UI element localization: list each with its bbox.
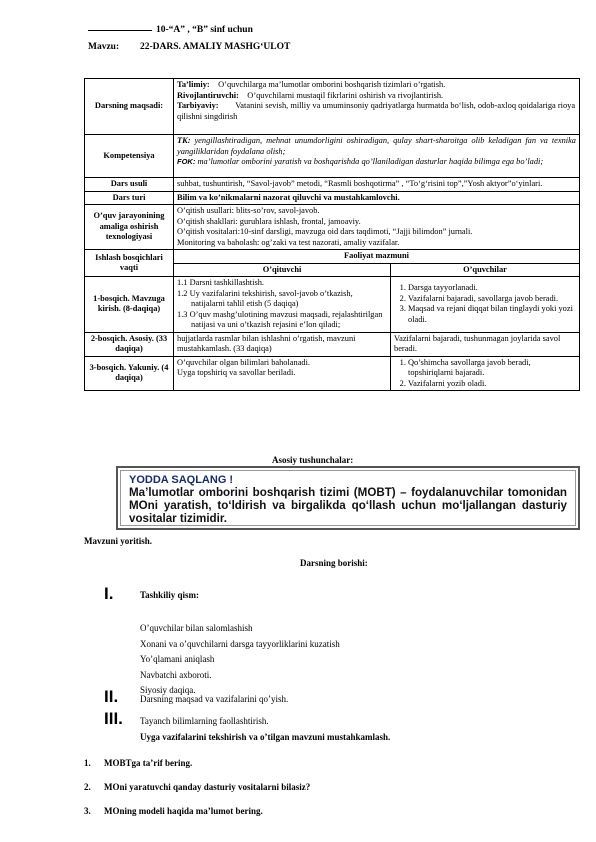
banner-text: Ma’lumotlar omborini boshqarish tizimi (MOBT) – foydalanuvchilar tomonidan MOni yaratish, to‘ldirish va birgalikda qo‘llash uchun mo‘ljallangan dasturiy vositalar tizimidir. [129,486,567,525]
question-num: 2. [84,782,91,792]
section1-title: Tashkiliy qism: [140,590,199,600]
question-text: MOni yaratuvchi qanday dasturiy vositalarni bilasiz? [104,782,311,792]
table-row [85,332,580,356]
maqsad-head: Rivojlantiruvchi: [177,90,239,100]
stage1-label: 1-bosqich. Mavzuga kirish. (8-daqiqa) [85,277,174,333]
section1-num: I. [104,584,114,603]
jarayon-line: O’qitish vositalari:10-sinf darsligi, mavzuga oid dars taqdimoti, “Jajji bilimdon” jurnali. [177,227,473,236]
kompetensiya-cell [174,135,580,178]
jarayon-line: Monitoring va baholash: og’zaki va test nazorati, amaliy vazifalar. [177,237,400,247]
mavzuni-heading: Mavzuni yoritish. [84,536,153,546]
topic-line [88,42,290,52]
stage3-student-item: 1. Qo’shimcha savollarga javob beradi, topshiriqlarni bajaradi. [408,358,576,379]
jarayon-line: O’qitish shakllari: guruhlara ishlash, frontal, jamoaviy. [177,216,361,226]
stage1-student-item: 1. Darsga tayyorlanadi. [408,283,576,294]
maqsad-label: Darsning maqsadi: [85,79,174,135]
maqsad-text: O’quvchilarga ma’lumotlar omborini boshqarish tizimlari o’rgatish. [218,80,446,89]
stage2-label: 2-bosqich. Asosiy. (33 daqiqa) [85,332,174,356]
kompetensiya-head: FOK: [177,157,196,166]
jarayon-line: O’qitish usullari: blits-so’rov, savol-javob. [177,206,320,215]
oqituvchi-label: O’qituvchi [174,263,391,277]
banner-title: YODDA SAQLANG ! [129,474,234,486]
stage3-student-item: 2. Vazifalarni yozib oladi. [408,379,576,390]
stage1-teacher [174,277,391,333]
table-row [85,191,580,205]
section2-title: Darsning maqsad va vazifalarini qo’yish. [140,694,289,704]
kompetensiya-text: ma’lumotlar omborini yaratish va boshqarishda qo’llaniladigan dasturlar haqida bilimga ega bo’ladi; [197,157,544,166]
maqsad-cell [174,79,580,135]
list-item: Siyosiy daqiqa. [140,685,196,695]
borishi-heading: Darsning borishi: [300,558,368,568]
section1-list [140,621,340,699]
class-line [88,25,253,35]
list-item: Xonani va o’quvchilarni darsga tayyorliklarini kuzatish [140,638,340,649]
maqsad-head: Ta’limiy: [177,80,210,89]
table-row [85,205,580,250]
stage3-teacher-item: O’quvchilar olgan bilimlari baholanadi. [177,357,311,367]
table-row [85,250,580,264]
turi-label: Dars turi [85,191,174,205]
kompetensiya-text: yengillashtiradigan, mehnat unumdorligini oshiradigan, qulay shart-sharoitga olib keladigan fan va texnika yangiliklaridan foydalana olish; [177,136,576,156]
stage3-students [391,356,580,391]
usul-cell: suhbat, tushuntirish, “Savol-javob” metodi, “Rasmli boshqotirma” , “To‘g‘risini top”,”Yosh aktyor”o‘yinlari. [174,178,580,192]
kompetensiya-label: Kompetensiya [85,135,174,178]
stage1-teacher-item: 1.3 O’quv mashg’ulotining mavzusi maqsadi, rejalashtirilgan natijasi va uni o’tkazish rejasini e’lon qiladi; [177,309,383,329]
stage2-students: Vazifalarni bajaradi, tushunmagan joylarida savol beradi. [391,332,580,356]
question-text: MOning modeli haqida ma’lumot bering. [104,806,263,816]
kompetensiya-head: TK: [177,136,191,145]
maqsad-head: Tarbiyaviy: [177,101,219,110]
list-item: Yo’qlamani aniqlash [140,654,215,664]
table-row [85,135,580,178]
question-num: 3. [84,806,91,816]
turi-cell: Bilim va ko’nikmalarni nazorat qiluvchi va mustahkamlovchi. [174,191,580,205]
topic-label: Mavzu: [88,42,120,52]
table-row [85,356,580,391]
faoliyat-label: Faoliyat mazmuni [174,250,580,264]
stage1-students [391,277,580,333]
stage1-student-item: 3. Maqsad va rejani diqqat bilan tinglaydi yoki yozi oladi. [408,304,576,325]
question-text: MOBTga ta’rif bering. [104,758,193,768]
topic-value: 22-DARS. AMALIY MASHG‘ULOT [140,42,291,52]
section3-subtitle: Uyga vazifalarini tekshirish va o’tilgan mavzuni mustahkamlash. [140,732,391,742]
question-num: 1. [84,758,91,768]
yodda-saqlang-banner [116,466,580,530]
stage1-teacher-item: 1.2 Uy vazifalarini tekshirish, savol-javob o’tkazish, natijalarni tahlil etish (5 daqiqa) [177,288,353,308]
table-row [85,277,580,333]
bosqich-label: Ishlash bosqichlari vaqti [85,250,174,277]
maqsad-text: O’quvchilarni mustaqil fikrlarini oshirish va rivojlantirish. [247,90,444,100]
table-row [85,79,580,135]
blank-line [88,30,152,31]
asosiy-heading: Asosiy tushunchalar: [272,455,354,465]
stage1-teacher-item: 1.1 Darsni tashkillashtish. [177,278,265,287]
table-row [85,178,580,192]
list-item: O’quvchilar bilan salomlashish [140,623,253,633]
list-item: Navbatchi axboroti. [140,669,212,680]
stage2-teacher: hujjatlarda rasmlar bilan ishlashni o’rgatish, mavzuni mustahkamlash. (33 daqiqa) [174,332,391,356]
section3-title: Tayanch bilimlarning faollashtirish. [140,716,269,726]
stage3-label: 3-bosqich. Yakuniy. (4 daqiqa) [85,356,174,391]
lesson-plan-table [84,78,580,391]
section3-num: III. [104,709,123,728]
stage3-teacher [174,356,391,391]
class-line-text: 10-“A” , “B” sinf uchun [156,25,253,35]
oquvchilar-label: O’quvchilar [391,263,580,277]
jarayon-cell [174,205,580,250]
stage1-student-item: 2. Vazifalarni bajaradi, savollarga javob beradi. [408,294,576,305]
usul-label: Dars usuli [85,178,174,192]
jarayon-label: O’quv jarayonining amaliga oshirish texnologiyasi [85,205,174,250]
stage3-teacher-item: Uyga topshiriq va savollar beriladi. [177,368,296,377]
section2-num: II. [104,687,119,706]
maqsad-text: Vatanini sevish, milliy va umuminsoniy qadriyatlarga hurmatda bo‘lish, odob-axloq qoidalariga rioya qilishni singdirish [177,101,576,121]
